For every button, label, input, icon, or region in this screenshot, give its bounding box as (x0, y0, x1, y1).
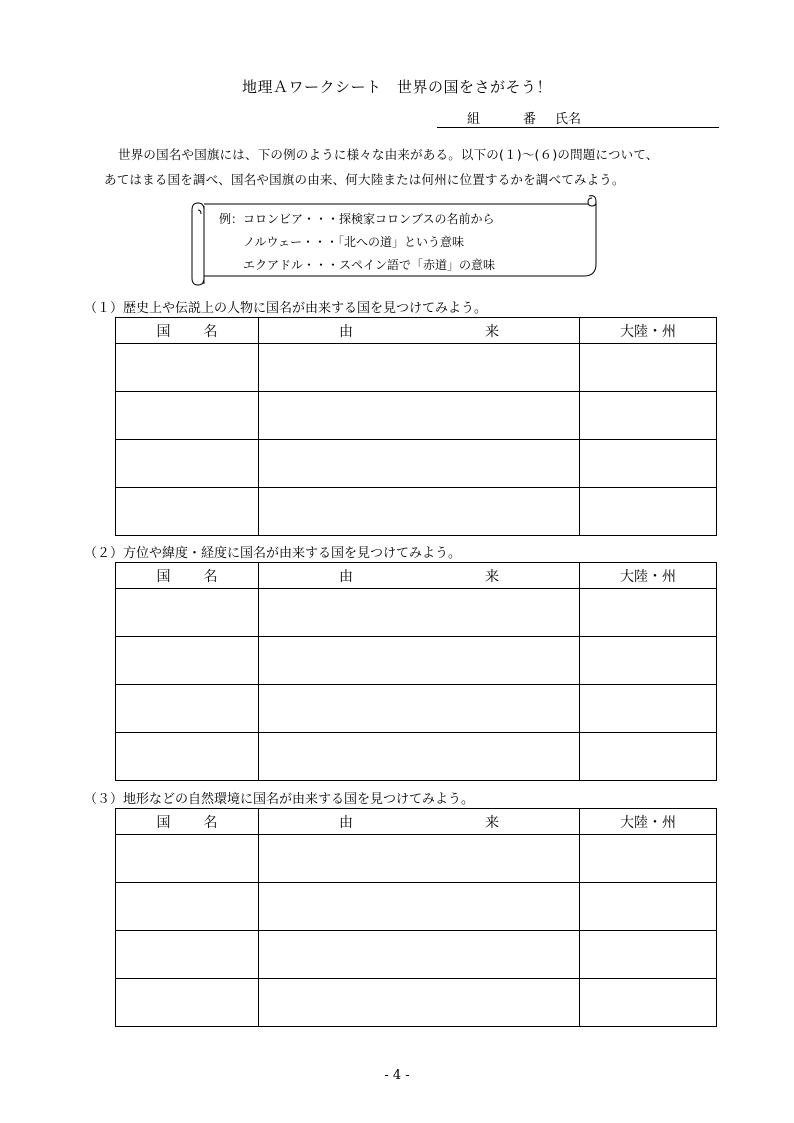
table-row (116, 835, 717, 883)
origin-cell[interactable] (259, 637, 580, 685)
intro-line-2: あてはまる国を調べ、国名や国旗の由来、何大陸または何州に位置するかを調べてみよう。 (104, 172, 625, 187)
table-row (116, 931, 717, 979)
intro-line-1: 世界の国名や国旗には、下の例のように様々な由来がある。以下の(１)～(６)の問題について、 (118, 147, 659, 162)
page-title: 地理Ａワークシート 世界の国をさがそう！ (241, 78, 552, 96)
origin-cell[interactable] (259, 440, 580, 488)
header-country: 国 名 (116, 318, 259, 344)
header-continent: 大陸・州 (580, 563, 717, 589)
intro-text (104, 142, 744, 192)
table-row (116, 637, 717, 685)
question-3-label: （３）地形などの自然環境に国名が由来する国を見つけてみよう。 (84, 792, 475, 807)
continent-cell[interactable] (580, 392, 717, 440)
continent-cell[interactable] (580, 835, 717, 883)
country-cell[interactable] (116, 392, 259, 440)
origin-cell[interactable] (259, 835, 580, 883)
continent-cell[interactable] (580, 589, 717, 637)
table-row (116, 979, 717, 1027)
continent-cell[interactable] (580, 733, 717, 781)
header-origin: 由 来 (259, 563, 580, 589)
country-cell[interactable] (116, 835, 259, 883)
question-1-label: （１）歴史上や伝説上の人物に国名が由来する国を見つけてみよう。 (84, 301, 488, 316)
table-row (116, 392, 717, 440)
table-row (116, 488, 717, 536)
origin-cell[interactable] (259, 344, 580, 392)
country-cell[interactable] (116, 589, 259, 637)
continent-cell[interactable] (580, 637, 717, 685)
origin-cell[interactable] (259, 685, 580, 733)
continent-cell[interactable] (580, 440, 717, 488)
table-row (116, 589, 717, 637)
country-cell[interactable] (116, 685, 259, 733)
country-cell[interactable] (116, 344, 259, 392)
continent-cell[interactable] (580, 883, 717, 931)
number-label: 番 (523, 112, 537, 127)
origin-cell[interactable] (259, 589, 580, 637)
country-cell[interactable] (116, 883, 259, 931)
question-2-table (115, 562, 717, 781)
country-cell[interactable] (116, 488, 259, 536)
continent-cell[interactable] (580, 344, 717, 392)
table-row (116, 883, 717, 931)
continent-cell[interactable] (580, 488, 717, 536)
table-row (116, 440, 717, 488)
table-row (116, 344, 717, 392)
origin-cell[interactable] (259, 883, 580, 931)
header-country: 国 名 (116, 563, 259, 589)
continent-cell[interactable] (580, 979, 717, 1027)
table-row (116, 685, 717, 733)
country-cell[interactable] (116, 931, 259, 979)
continent-cell[interactable] (580, 931, 717, 979)
question-1-table (115, 317, 717, 536)
origin-cell[interactable] (259, 392, 580, 440)
country-cell[interactable] (116, 733, 259, 781)
country-cell[interactable] (116, 440, 259, 488)
example-colombia: 例：コロンビア・・・探検家コロンブスの名前から (219, 212, 495, 226)
page-number: - 4 - (384, 1068, 410, 1083)
question-2-label: （２）方位や緯度・経度に国名が由来する国を見つけてみよう。 (84, 546, 462, 561)
header-origin: 由 来 (259, 809, 580, 835)
origin-cell[interactable] (259, 931, 580, 979)
origin-cell[interactable] (259, 733, 580, 781)
country-cell[interactable] (116, 637, 259, 685)
header-country: 国 名 (116, 809, 259, 835)
country-cell[interactable] (116, 979, 259, 1027)
origin-cell[interactable] (259, 488, 580, 536)
name-label: 氏名 (555, 112, 582, 127)
continent-cell[interactable] (580, 685, 717, 733)
example-norway: ノルウェー・・・「北への道」という意味 (219, 235, 465, 249)
header-continent: 大陸・州 (580, 318, 717, 344)
table-row (116, 733, 717, 781)
question-3-table (115, 808, 717, 1027)
header-origin: 由 来 (259, 318, 580, 344)
student-name-field[interactable] (437, 108, 719, 128)
class-label: 組 (467, 112, 481, 127)
header-continent: 大陸・州 (580, 809, 717, 835)
origin-cell[interactable] (259, 979, 580, 1027)
example-ecuador: エクアドル・・・スペイン語で「赤道」の意味 (219, 258, 496, 272)
